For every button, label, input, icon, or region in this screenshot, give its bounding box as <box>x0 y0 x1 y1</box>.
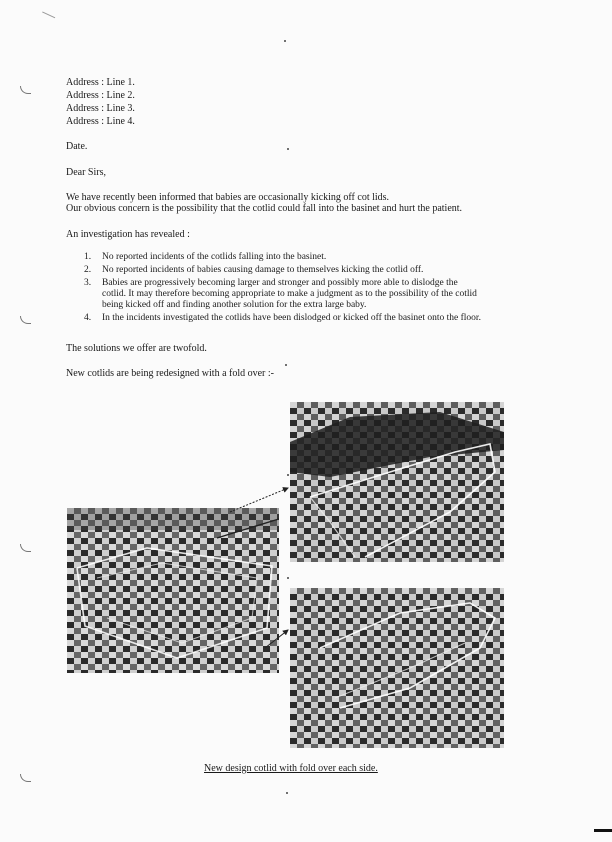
solutions-line: The solutions we offer are twofold. <box>66 343 207 354</box>
address-line-3: Address : Line 3. <box>66 103 135 114</box>
figure-caption: New design cotlid with fold over each side. <box>204 763 378 774</box>
address-line-4: Address : Line 4. <box>66 116 135 127</box>
redesign-line: New cotlids are being redesigned with a fold over :- <box>66 368 274 379</box>
list-item-text: In the incidents investigated the cotlids have been dislodged or kicked off the basinet onto the floor. <box>102 313 481 323</box>
scan-speck <box>284 40 286 42</box>
list-item-text: cotlid. It may therefore becoming appropriate to make a judgment as to the possibility of the cotlid <box>102 289 477 299</box>
address-line-1: Address : Line 1. <box>66 77 135 88</box>
address-line-2: Address : Line 2. <box>66 90 135 101</box>
intro-line-2: Our obvious concern is the possibility that the cotlid could fall into the basinet and hurt the patient. <box>66 203 463 214</box>
scan-edge-mark <box>594 829 612 832</box>
list-item-text: No reported incidents of babies causing damage to themselves kicking the cotlid off. <box>102 265 424 275</box>
list-item-number: 4. <box>84 313 92 323</box>
scan-speck <box>285 364 287 366</box>
date-line: Date. <box>66 141 88 152</box>
salutation: Dear Sirs, <box>66 167 106 178</box>
intro-line-1: We have recently been informed that babies are occasionally kicking off cot lids. <box>66 192 390 203</box>
list-item-number: 1. <box>84 252 92 262</box>
investigation-heading: An investigation has revealed : <box>66 229 190 240</box>
list-item-text: being kicked off and finding another solution for the extra large baby. <box>102 300 367 310</box>
scan-speck <box>287 148 289 150</box>
list-item-number: 2. <box>84 265 92 275</box>
list-item-number: 3. <box>84 278 92 288</box>
scan-speck <box>286 792 288 794</box>
scan-speck <box>287 474 289 476</box>
list-item-text: No reported incidents of the cotlids falling into the basinet. <box>102 252 327 262</box>
scan-speck <box>287 577 289 579</box>
list-item-text: Babies are progressively becoming larger and stronger and possibly more able to dislodge the <box>102 278 458 288</box>
